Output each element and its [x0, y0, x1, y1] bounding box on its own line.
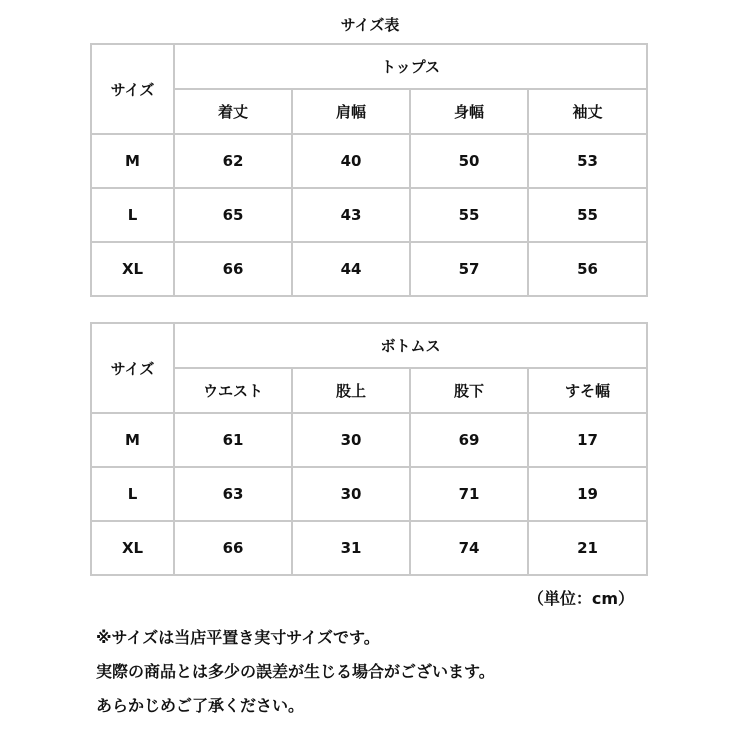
value-cell: 55 [410, 188, 528, 242]
value-cell: 63 [174, 467, 292, 521]
column-header: 着丈 [174, 89, 292, 134]
value-cell: 69 [410, 413, 528, 467]
value-cell: 56 [528, 242, 647, 296]
page-title: サイズ表 [340, 16, 400, 34]
column-header: 股上 [292, 368, 410, 413]
value-cell: 31 [292, 521, 410, 575]
tops-group-header: トップス [174, 44, 647, 89]
bottoms-group-row [91, 323, 647, 368]
column-header: 肩幅 [292, 89, 410, 134]
note-line: 実際の商品とは多少の誤差が生じる場合がございます。 [96, 662, 495, 681]
value-cell: 30 [292, 467, 410, 521]
tops-column-headers [91, 89, 647, 134]
size-cell: XL [91, 521, 174, 575]
column-header: 袖丈 [528, 89, 647, 134]
size-cell: XL [91, 242, 174, 296]
bottoms-size-table [90, 322, 648, 576]
column-header: すそ幅 [528, 368, 647, 413]
column-header: 身幅 [410, 89, 528, 134]
value-cell: 50 [410, 134, 528, 188]
value-cell: 65 [174, 188, 292, 242]
value-cell: 30 [292, 413, 410, 467]
value-cell: 66 [174, 242, 292, 296]
bottoms-group-header: ボトムス [174, 323, 647, 368]
unit-note: （単位：cm） [527, 589, 634, 608]
bottoms-column-headers [91, 368, 647, 413]
note-line: ※サイズは当店平置き実寸サイズです。 [96, 628, 380, 647]
column-header: ウエスト [174, 368, 292, 413]
value-cell: 21 [528, 521, 647, 575]
size-cell: L [91, 467, 174, 521]
value-cell: 40 [292, 134, 410, 188]
value-cell: 66 [174, 521, 292, 575]
value-cell: 74 [410, 521, 528, 575]
value-cell: 44 [292, 242, 410, 296]
value-cell: 53 [528, 134, 647, 188]
value-cell: 19 [528, 467, 647, 521]
value-cell: 43 [292, 188, 410, 242]
value-cell: 57 [410, 242, 528, 296]
size-cell: L [91, 188, 174, 242]
tops-size-table [90, 43, 648, 297]
value-cell: 62 [174, 134, 292, 188]
value-cell: 71 [410, 467, 528, 521]
table-row [91, 188, 647, 242]
table-row [91, 521, 647, 575]
notes [96, 621, 495, 723]
bottoms-size-header: サイズ [91, 323, 174, 413]
size-cell: M [91, 413, 174, 467]
column-header: 股下 [410, 368, 528, 413]
tops-size-header: サイズ [91, 44, 174, 134]
size-cell: M [91, 134, 174, 188]
table-row [91, 134, 647, 188]
value-cell: 17 [528, 413, 647, 467]
note-line: あらかじめご了承ください。 [96, 696, 305, 715]
table-row [91, 413, 647, 467]
table-row [91, 242, 647, 296]
table-row [91, 467, 647, 521]
value-cell: 55 [528, 188, 647, 242]
value-cell: 61 [174, 413, 292, 467]
tops-group-row [91, 44, 647, 89]
